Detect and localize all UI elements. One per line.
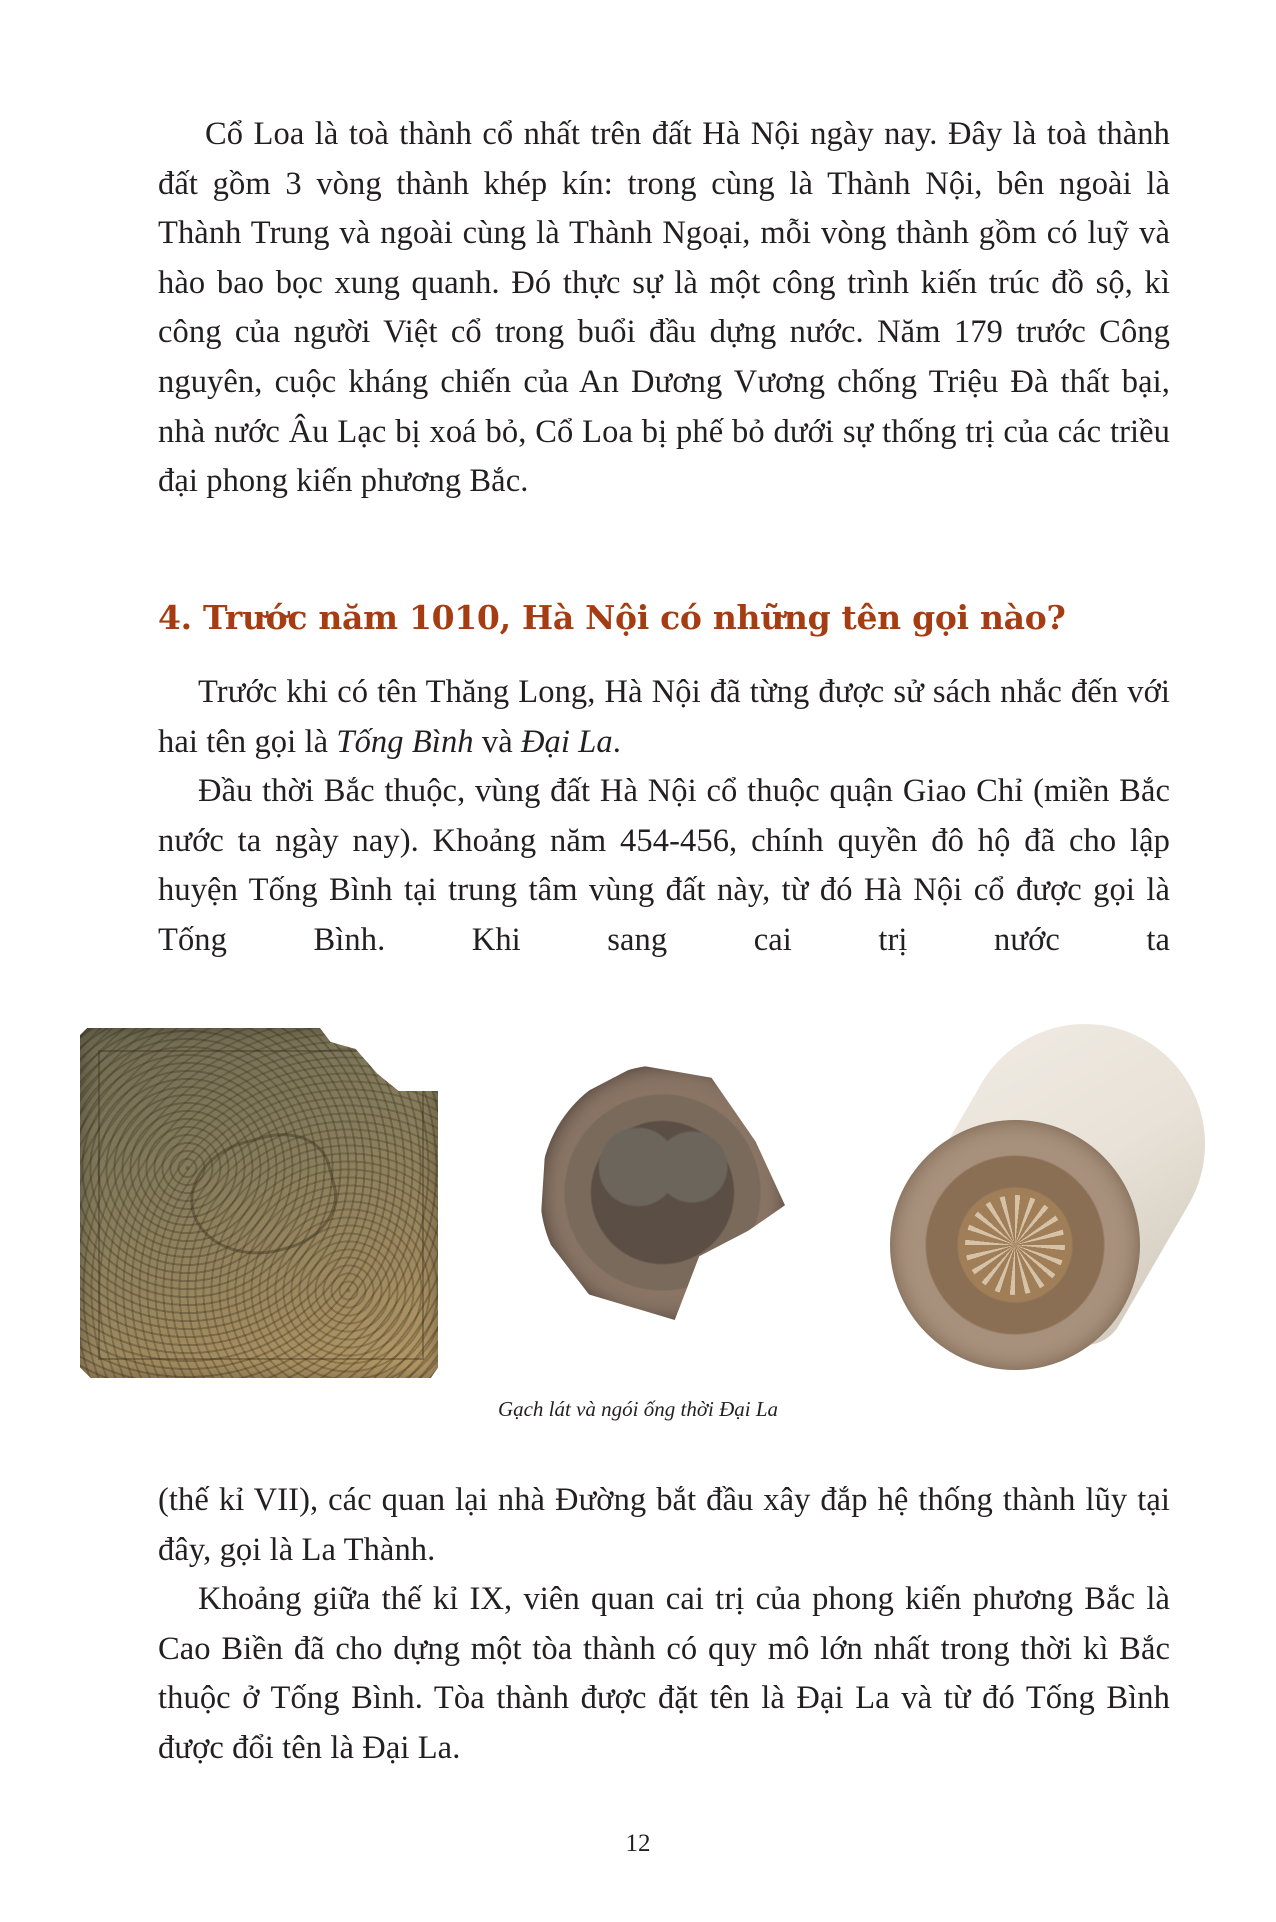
co-loa-section — [158, 110, 1170, 507]
page-number: 12 — [625, 1830, 651, 1857]
name-tong-binh: Tống Bình — [336, 723, 474, 760]
bac-thuoc-paragraph: Đầu thời Bắc thuộc, vùng đất Hà Nội cổ thuộc quận Giao Chỉ (miền Bắc nước ta ngày nay). Khoảng năm 454-456, chính quyền đô hộ đã cho lập huyện Tống Bình tại trung tâm vùng đất này, từ đó Hà Nội cổ được gọi là Tống Bình. Khi sang cai trị nước ta — [158, 773, 1170, 958]
section-heading: 4. Trước năm 1010, Hà Nội có những tên gọi nào? — [158, 598, 1066, 637]
carved-floor-tile-image — [80, 1028, 438, 1378]
intro-text: Trước khi có tên Thăng Long, Hà Nội đã từng được sử sách nhắc đến với hai tên gọi là — [158, 674, 1170, 760]
cao-bien-paragraph: Khoảng giữa thế kỉ IX, viên quan cai trị của phong kiến phương Bắc là Cao Biền đã cho dựng một tòa thành có quy mô lớn nhất trong thời kì Bắc thuộc ở Tống Bình. Tòa thành được đặt tên là Đại La và từ đó Tống Bình được đổi tên là Đại La. — [158, 1581, 1170, 1766]
co-loa-paragraph: Cổ Loa là toà thành cổ nhất trên đất Hà Nội ngày nay. Đây là toà thành đất gồm 3 vòng thành khép kín: trong cùng là Thành Nội, bên ngoài là Thành Trung và ngoài cùng là Thành Ngoại, mỗi vòng thành gồm có luỹ và hào bao bọc xung quanh. Đó thực sự là một công trình kiến trúc đồ sộ, kì công của người Việt cổ trong buổi đầu dựng nước. Năm 179 trước Công nguyên, cuộc kháng chiến của An Dương Vương chống Triệu Đà thất bại, nhà nước Âu Lạc bị xoá bỏ, Cổ Loa bị phế bỏ dưới sự thống trị của các triều đại phong kiến phương Bắc. — [158, 116, 1170, 500]
artifact-figure — [70, 1010, 1220, 1380]
cylinder-motif — [965, 1195, 1065, 1295]
figure-caption: Gạch lát và ngói ống thời Đại La — [497, 1397, 779, 1421]
section-4-body-bottom — [158, 1476, 1170, 1774]
face-roof-tile-image — [540, 1065, 785, 1320]
intro-paragraph — [158, 668, 1170, 767]
intro-connector: và — [473, 723, 521, 760]
cylindrical-roof-tile-image — [890, 1020, 1190, 1360]
section-4-body-top — [158, 668, 1170, 966]
name-dai-la: Đại La — [520, 723, 613, 760]
intro-end: . — [612, 723, 622, 760]
continued-paragraph: (thế kỉ VII), các quan lại nhà Đường bắt đầu xây đắp hệ thống thành lũy tại đây, gọi là La Thành. — [158, 1482, 1170, 1568]
